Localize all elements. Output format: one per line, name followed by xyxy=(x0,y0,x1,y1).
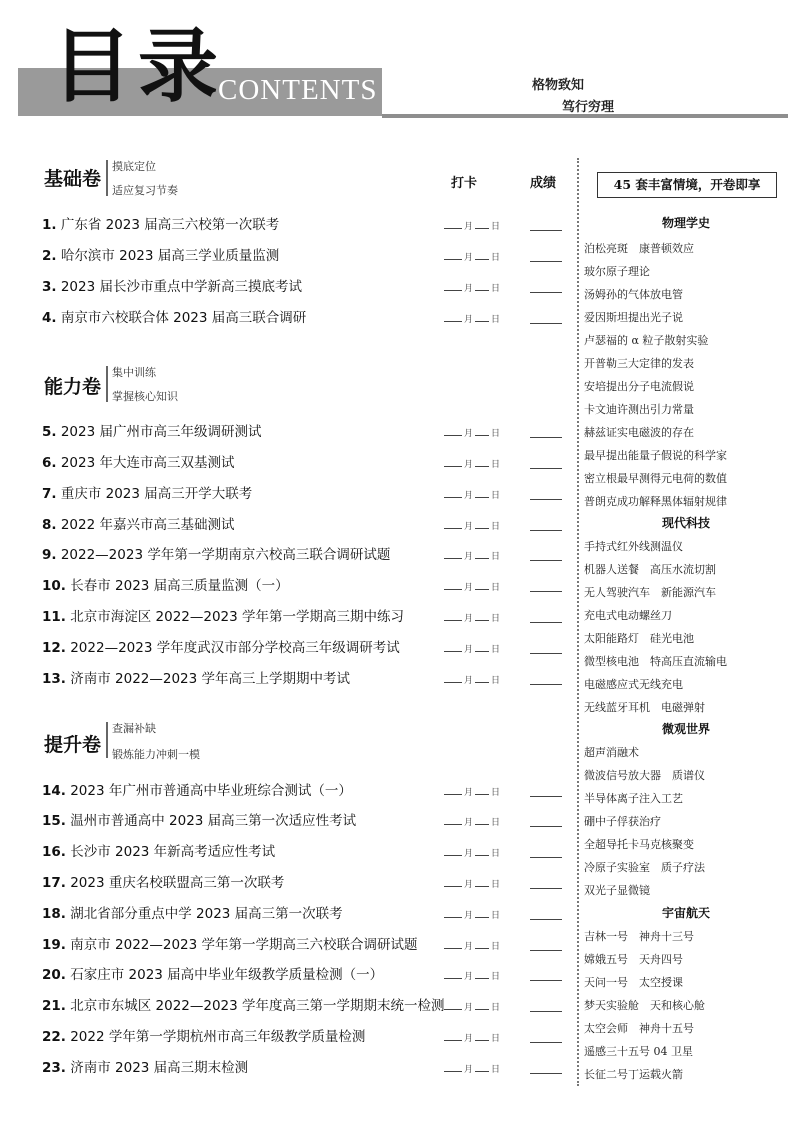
entry-title: 2023 届广州市高三年级调研测试 xyxy=(60,424,262,440)
month-label: 月 xyxy=(464,972,474,982)
checkin-date-field[interactable] xyxy=(444,281,500,294)
checkin-date-field[interactable] xyxy=(444,611,500,624)
toc-entry xyxy=(42,636,400,656)
month-label: 月 xyxy=(464,460,474,470)
toc-entry xyxy=(42,1056,248,1076)
day-label: 日 xyxy=(491,614,501,624)
sidebar-item: 遥感三十五号 04 卫星 xyxy=(584,1045,693,1058)
entry-number: 11. xyxy=(42,609,66,625)
section-subtitle: 摸底定位 xyxy=(112,160,156,173)
entry-number: 10. xyxy=(42,578,66,594)
entry-title: 2022 年嘉兴市高三基础测试 xyxy=(60,517,235,533)
entry-title: 2022 学年第一学期杭州市高三年级教学质量检测 xyxy=(70,1029,366,1045)
sidebar-item: 无线蓝牙耳机 电磁弹射 xyxy=(584,701,705,714)
month-label: 月 xyxy=(464,552,474,562)
toc-entry xyxy=(42,482,252,502)
day-label: 日 xyxy=(491,222,501,232)
toc-entry xyxy=(42,574,289,594)
day-label: 日 xyxy=(491,1003,501,1013)
toc-entry xyxy=(42,779,352,799)
month-label: 月 xyxy=(464,788,474,798)
entry-title: 温州市普通高中 2023 届高三第一次适应性考试 xyxy=(70,813,357,829)
checkin-date-field[interactable] xyxy=(444,642,500,655)
score-field[interactable] xyxy=(530,684,562,685)
sidebar-item: 吉林一号 神舟十三号 xyxy=(584,930,694,943)
month-label: 月 xyxy=(464,849,474,859)
score-field[interactable] xyxy=(530,530,562,531)
day-label: 日 xyxy=(491,645,501,655)
entry-number: 3. xyxy=(42,279,57,295)
day-label: 日 xyxy=(491,491,501,501)
page-title: 目录 xyxy=(52,19,224,113)
month-label: 月 xyxy=(464,880,474,890)
month-label: 月 xyxy=(464,818,474,828)
month-label: 月 xyxy=(464,1003,474,1013)
month-label: 月 xyxy=(464,491,474,501)
checkin-date-field[interactable] xyxy=(444,877,500,890)
toc-entry xyxy=(42,902,343,922)
day-label: 日 xyxy=(491,972,501,982)
sidebar-item: 安培提出分子电流假说 xyxy=(584,380,694,393)
toc-entry xyxy=(42,543,390,563)
sidebar-item: 普朗克成功解释黑体辐射规律 xyxy=(584,495,727,508)
score-field[interactable] xyxy=(530,950,562,951)
day-label: 日 xyxy=(491,911,501,921)
checkin-date-field[interactable] xyxy=(444,549,500,562)
toc-entry xyxy=(42,420,261,440)
month-label: 月 xyxy=(464,315,474,325)
checkin-date-field[interactable] xyxy=(444,846,500,859)
score-field[interactable] xyxy=(530,230,562,231)
sidebar-item: 冷原子实验室 质子疗法 xyxy=(584,861,705,874)
section-subtitle: 集中训练 xyxy=(112,366,156,379)
sidebar-item: 梦天实验舱 天和核心舱 xyxy=(584,999,705,1012)
section-title-basic: 基础卷 xyxy=(44,168,102,190)
sidebar-banner: 45 套丰富情境，开卷即享 xyxy=(597,172,777,198)
sidebar-item: 全超导托卡马克核聚变 xyxy=(584,838,694,851)
toc-entry xyxy=(42,306,306,326)
entry-number: 9. xyxy=(42,547,57,563)
sidebar-item: 微型核电池 特高压直流输电 xyxy=(584,655,727,668)
month-label: 月 xyxy=(464,522,474,532)
sidebar-item: 太空会师 神舟十五号 xyxy=(584,1022,694,1035)
checkin-date-field[interactable] xyxy=(444,969,500,982)
score-field[interactable] xyxy=(530,560,562,561)
sidebar-item: 卡文迪许测出引力常量 xyxy=(584,403,694,416)
section-title-advanced: 提升卷 xyxy=(44,734,102,756)
checkin-date-field[interactable] xyxy=(444,580,500,593)
day-label: 日 xyxy=(491,460,501,470)
month-label: 月 xyxy=(464,1065,474,1075)
sidebar-item: 微波信号放大器 质谱仪 xyxy=(584,769,705,782)
entry-title: 济南市 2022—2023 学年高三上学期期中考试 xyxy=(70,671,351,687)
day-label: 日 xyxy=(491,788,501,798)
section-subtitle: 锻炼能力冲刺一模 xyxy=(112,748,200,761)
sidebar-group-title: 物理学史 xyxy=(661,216,710,230)
month-label: 月 xyxy=(464,614,474,624)
toc-entry xyxy=(42,871,284,891)
checkin-date-field[interactable] xyxy=(444,250,500,263)
day-label: 日 xyxy=(491,880,501,890)
score-field[interactable] xyxy=(530,591,562,592)
section-subtitle: 查漏补缺 xyxy=(112,722,156,735)
toc-entry xyxy=(42,513,234,533)
entry-number: 1. xyxy=(42,217,57,233)
sidebar-item: 电磁感应式无线充电 xyxy=(584,678,683,691)
checkin-date-field[interactable] xyxy=(444,1000,500,1013)
sidebar-item: 开普勒三大定律的发表 xyxy=(584,357,694,370)
day-label: 日 xyxy=(491,676,501,686)
entry-number: 8. xyxy=(42,517,57,533)
sidebar-group-title: 微观世界 xyxy=(661,722,710,736)
checkin-date-field[interactable] xyxy=(444,457,500,470)
toc-entry xyxy=(42,1025,365,1045)
sidebar-item: 长征二号丁运载火箭 xyxy=(584,1068,683,1081)
score-field[interactable] xyxy=(530,919,562,920)
sidebar-item: 赫兹证实电磁波的存在 xyxy=(584,426,694,439)
score-field[interactable] xyxy=(530,622,562,623)
entry-title: 2023 年大连市高三双基测试 xyxy=(60,455,235,471)
score-field[interactable] xyxy=(530,1073,562,1074)
entry-number: 17. xyxy=(42,875,66,891)
toc-entry xyxy=(42,994,445,1014)
section-subtitle: 掌握核心知识 xyxy=(112,390,178,403)
score-field[interactable] xyxy=(530,888,562,889)
sidebar-item: 充电式电动螺丝刀 xyxy=(584,609,672,622)
sidebar-group-title: 现代科技 xyxy=(661,516,710,530)
day-label: 日 xyxy=(491,942,501,952)
checkin-date-field[interactable] xyxy=(444,908,500,921)
sidebar-item: 玻尔原子理论 xyxy=(584,265,650,278)
entry-title: 2023 届长沙市重点中学新高三摸底考试 xyxy=(60,279,302,295)
toc-entry xyxy=(42,244,279,264)
sidebar-item: 爱因斯坦提出光子说 xyxy=(584,311,683,324)
month-label: 月 xyxy=(464,222,474,232)
toc-entry xyxy=(42,963,383,983)
month-label: 月 xyxy=(464,942,474,952)
score-field[interactable] xyxy=(530,796,562,797)
score-field[interactable] xyxy=(530,292,562,293)
toc-entry xyxy=(42,933,418,953)
score-field[interactable] xyxy=(530,437,562,438)
sidebar-item: 汤姆孙的气体放电管 xyxy=(584,288,683,301)
score-field[interactable] xyxy=(530,323,562,324)
section-divider xyxy=(106,160,108,196)
month-label: 月 xyxy=(464,911,474,921)
motto-line-2: 笃行穷理 xyxy=(562,100,615,115)
day-label: 日 xyxy=(491,552,501,562)
entry-title: 长春市 2023 届高三质量监测（一） xyxy=(70,578,289,594)
sidebar-item: 密立根最早测得元电荷的数值 xyxy=(584,472,727,485)
sidebar-item: 硼中子俘获治疗 xyxy=(584,815,661,828)
sidebar-item: 太阳能路灯 硅光电池 xyxy=(584,632,694,645)
entry-number: 20. xyxy=(42,967,66,983)
entry-title: 重庆市 2023 届高三开学大联考 xyxy=(60,486,253,502)
sidebar-item: 机器人送餐 高压水流切割 xyxy=(584,563,716,576)
month-label: 月 xyxy=(464,645,474,655)
entry-title: 2023 年广州市普通高中毕业班综合测试（一） xyxy=(70,783,352,799)
checkin-date-field[interactable] xyxy=(444,939,500,952)
entry-number: 2. xyxy=(42,248,57,264)
entry-title: 北京市海淀区 2022—2023 学年第一学期高三期中练习 xyxy=(70,609,405,625)
day-label: 日 xyxy=(491,429,501,439)
sidebar-item: 超声消融术 xyxy=(584,746,639,759)
score-field[interactable] xyxy=(530,857,562,858)
month-label: 月 xyxy=(464,1034,474,1044)
score-field[interactable] xyxy=(530,1011,562,1012)
section-divider xyxy=(106,366,108,402)
checkin-date-field[interactable] xyxy=(444,1062,500,1075)
toc-entry xyxy=(42,840,275,860)
day-label: 日 xyxy=(491,284,501,294)
entry-title: 广东省 2023 届高三六校第一次联考 xyxy=(60,217,280,233)
checkin-date-field[interactable] xyxy=(444,219,500,232)
motto-line-1: 格物致知 xyxy=(532,78,585,93)
entry-number: 6. xyxy=(42,455,57,471)
toc-entry xyxy=(42,809,356,829)
entry-number: 15. xyxy=(42,813,66,829)
score-field[interactable] xyxy=(530,468,562,469)
month-label: 月 xyxy=(464,676,474,686)
month-label: 月 xyxy=(464,284,474,294)
month-label: 月 xyxy=(464,429,474,439)
month-label: 月 xyxy=(464,583,474,593)
checkin-date-field[interactable] xyxy=(444,785,500,798)
day-label: 日 xyxy=(491,315,501,325)
day-label: 日 xyxy=(491,1065,501,1075)
entry-title: 长沙市 2023 年新高考适应性考试 xyxy=(70,844,276,860)
entry-title: 北京市东城区 2022—2023 学年度高三第一学期期末统一检测 xyxy=(70,998,445,1014)
entry-title: 济南市 2023 届高三期末检测 xyxy=(70,1060,249,1076)
score-field[interactable] xyxy=(530,653,562,654)
score-field[interactable] xyxy=(530,980,562,981)
day-label: 日 xyxy=(491,253,501,263)
toc-entry xyxy=(42,213,279,233)
entry-number: 23. xyxy=(42,1060,66,1076)
checkin-date-field[interactable] xyxy=(444,426,500,439)
day-label: 日 xyxy=(491,849,501,859)
entry-number: 13. xyxy=(42,671,66,687)
entry-number: 12. xyxy=(42,640,66,656)
section-title-ability: 能力卷 xyxy=(44,376,102,398)
sidebar-item: 天问一号 太空授课 xyxy=(584,976,683,989)
entry-number: 16. xyxy=(42,844,66,860)
score-field[interactable] xyxy=(530,499,562,500)
entry-number: 5. xyxy=(42,424,57,440)
checkin-date-field[interactable] xyxy=(444,1031,500,1044)
column-divider xyxy=(577,158,579,1086)
entry-number: 7. xyxy=(42,486,57,502)
sidebar-group-title: 宇宙航天 xyxy=(661,906,710,920)
toc-entry xyxy=(42,451,234,471)
section-divider xyxy=(106,722,108,758)
section-subtitle: 适应复习节奏 xyxy=(112,184,178,197)
sidebar-item: 嫦娥五号 天舟四号 xyxy=(584,953,683,966)
entry-title: 湖北省部分重点中学 2023 届高三第一次联考 xyxy=(70,906,343,922)
sidebar-item: 无人驾驶汽车 新能源汽车 xyxy=(584,586,716,599)
entry-title: 2023 重庆名校联盟高三第一次联考 xyxy=(70,875,285,891)
day-label: 日 xyxy=(491,522,501,532)
score-field[interactable] xyxy=(530,1042,562,1043)
contents-label: CONTENTS xyxy=(218,74,378,106)
checkin-column-header: 打卡 xyxy=(451,176,478,191)
entry-number: 4. xyxy=(42,310,57,326)
entry-title: 南京市六校联合体 2023 届高三联合调研 xyxy=(60,310,307,326)
entry-number: 22. xyxy=(42,1029,66,1045)
entry-number: 14. xyxy=(42,783,66,799)
entry-title: 南京市 2022—2023 学年第一学期高三六校联合调研试题 xyxy=(70,937,418,953)
checkin-date-field[interactable] xyxy=(444,488,500,501)
sidebar-item: 泊松亮斑 康普顿效应 xyxy=(584,242,694,255)
sidebar-item: 手持式红外线测温仪 xyxy=(584,540,683,553)
checkin-date-field[interactable] xyxy=(444,815,500,828)
score-field[interactable] xyxy=(530,261,562,262)
entry-title: 2022—2023 学年度武汉市部分学校高三年级调研考试 xyxy=(70,640,400,656)
toc-entry xyxy=(42,667,350,687)
toc-entry xyxy=(42,605,404,625)
day-label: 日 xyxy=(491,818,501,828)
checkin-date-field[interactable] xyxy=(444,519,500,532)
checkin-date-field[interactable] xyxy=(444,673,500,686)
entry-number: 19. xyxy=(42,937,66,953)
entry-title: 哈尔滨市 2023 届高三学业质量监测 xyxy=(60,248,280,264)
sidebar-item: 最早提出能量子假说的科学家 xyxy=(584,449,727,462)
sidebar-item: 卢瑟福的 α 粒子散射实验 xyxy=(584,334,709,347)
checkin-date-field[interactable] xyxy=(444,312,500,325)
entry-title: 2022—2023 学年第一学期南京六校高三联合调研试题 xyxy=(60,547,391,563)
entry-title: 石家庄市 2023 届高中毕业年级教学质量检测（一） xyxy=(70,967,384,983)
sidebar-item: 半导体离子注入工艺 xyxy=(584,792,683,805)
entry-number: 18. xyxy=(42,906,66,922)
entry-number: 21. xyxy=(42,998,66,1014)
score-column-header: 成绩 xyxy=(530,176,557,191)
toc-entry xyxy=(42,275,302,295)
score-field[interactable] xyxy=(530,826,562,827)
day-label: 日 xyxy=(491,583,501,593)
day-label: 日 xyxy=(491,1034,501,1044)
month-label: 月 xyxy=(464,253,474,263)
sidebar-item: 双光子显微镜 xyxy=(584,884,650,897)
